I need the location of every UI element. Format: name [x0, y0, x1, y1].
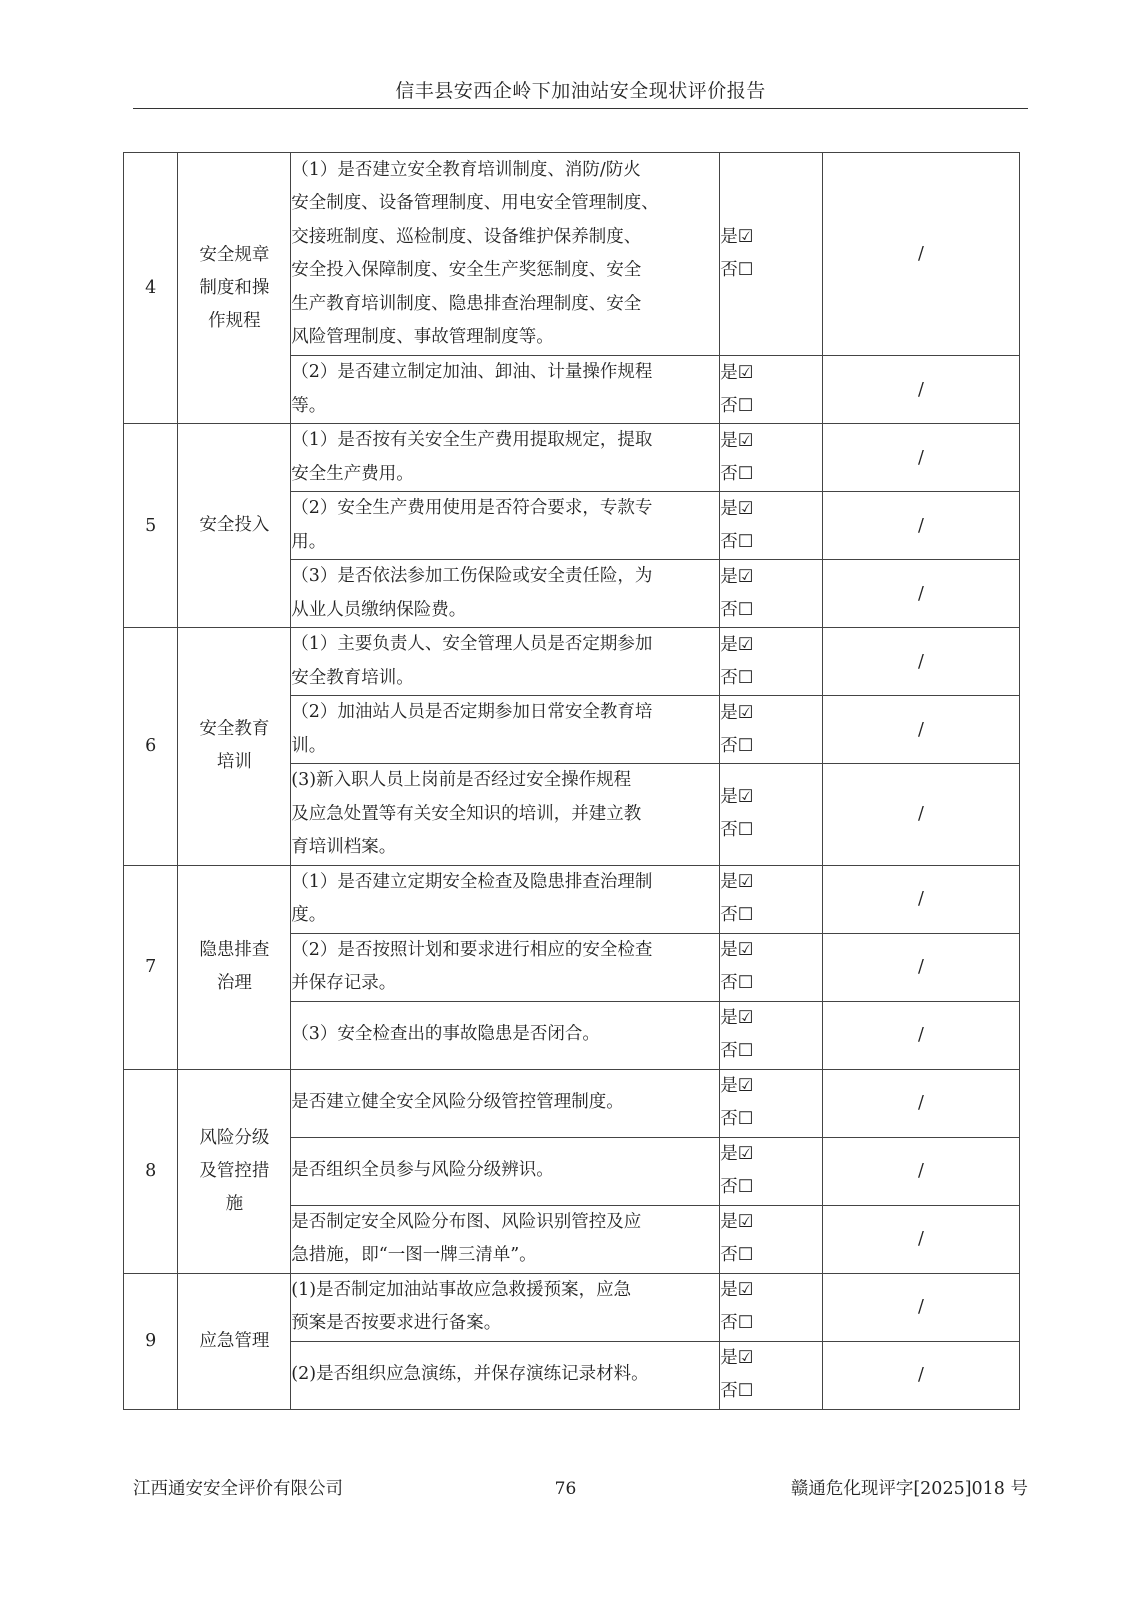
check-content: [291, 356, 720, 424]
check-content: [291, 153, 720, 356]
yes-no-checkbox-cell: [720, 865, 823, 933]
footer-page-number: 76: [554, 1479, 577, 1499]
item-category-line: 隐患排查: [199, 940, 270, 960]
table-row: [124, 1069, 1020, 1137]
table-row: [124, 628, 1020, 696]
check-content-line: （1）主要负责人、安全管理人员是否定期参加: [291, 634, 653, 654]
check-content-line: （3）安全检查出的事故隐患是否闭合。: [291, 1024, 600, 1045]
yes-checked-box: 是☑: [720, 566, 754, 587]
check-content-line: （2）安全生产费用使用是否符合要求，专款专: [291, 498, 653, 518]
check-content-line: 安全制度、设备管理制度、用电安全管理制度、: [291, 193, 659, 213]
remark-cell: /: [822, 1341, 1019, 1409]
check-content-line: (1)是否制定加油站事故应急救援预案，应急: [291, 1279, 632, 1300]
check-content: [291, 1205, 720, 1273]
item-number: 8: [124, 1069, 178, 1273]
check-content-line: 是否制定安全风险分布图、风险识别管控及应: [291, 1211, 642, 1232]
remark-cell: /: [822, 933, 1019, 1001]
no-unchecked-box: 否☐: [720, 973, 754, 993]
item-category-line: 安全规章: [199, 244, 270, 265]
no-unchecked-box: 否☐: [720, 1245, 754, 1265]
check-content: [291, 865, 720, 933]
check-content-line: 训。: [291, 735, 327, 756]
item-category-line: 安全投入: [199, 515, 270, 535]
check-content: [291, 1137, 720, 1205]
item-category-line: 治理: [216, 973, 252, 993]
yes-checked-box: 是☑: [720, 1280, 754, 1300]
remark-cell: /: [822, 628, 1019, 696]
item-category-line: 风险分级: [199, 1127, 270, 1148]
check-content-line: 育培训档案。: [291, 837, 397, 857]
check-content-line: 交接班制度、巡检制度、设备维护保养制度、: [291, 226, 642, 247]
yes-no-checkbox-cell: [720, 1341, 823, 1409]
yes-no-checkbox-cell: [720, 424, 823, 492]
remark-cell: /: [822, 560, 1019, 628]
remark-cell: /: [822, 424, 1019, 492]
check-content-line: （2）是否按照计划和要求进行相应的安全检查: [291, 939, 653, 960]
yes-checked-box: 是☑: [720, 1144, 754, 1164]
yes-checked-box: 是☑: [720, 940, 754, 960]
yes-no-checkbox-cell: [720, 1001, 823, 1069]
yes-no-checkbox-cell: [720, 764, 823, 866]
table-row: [124, 1273, 1020, 1341]
item-category-line: 制度和操: [199, 277, 270, 298]
footer-company: 江西通安安全评价有限公司: [133, 1479, 343, 1499]
check-content: [291, 628, 720, 696]
no-unchecked-box: 否☐: [720, 1041, 754, 1061]
yes-no-checkbox-cell: [720, 153, 823, 356]
yes-checked-box: 是☑: [720, 362, 754, 383]
no-unchecked-box: 否☐: [720, 260, 754, 280]
check-content-line: 安全生产费用。: [291, 463, 414, 484]
yes-checked-box: 是☑: [720, 227, 754, 247]
check-content-line: （1）是否建立定期安全检查及隐患排查治理制: [291, 871, 653, 892]
yes-checked-box: 是☑: [720, 787, 754, 808]
no-unchecked-box: 否☐: [720, 667, 754, 688]
check-content-line: 是否建立健全安全风险分级管控管理制度。: [291, 1092, 624, 1113]
item-number: 9: [124, 1273, 178, 1409]
check-content-line: 风险管理制度、事故管理制度等。: [291, 327, 554, 347]
remark-cell: /: [822, 153, 1019, 356]
yes-no-checkbox-cell: [720, 560, 823, 628]
no-unchecked-box: 否☐: [720, 820, 754, 841]
header-rule: [133, 108, 1028, 109]
footer-document-number: 赣通危化现评字[2025]018 号: [790, 1479, 1028, 1499]
check-content-line: (2)是否组织应急演练，并保存演练记录材料。: [291, 1364, 649, 1385]
check-content-line: 及应急处置等有关安全知识的培训，并建立教: [291, 803, 642, 824]
check-content-line: （2）是否建立制定加油、卸油、计量操作规程: [291, 362, 653, 382]
check-content: [291, 492, 720, 560]
check-content: [291, 1341, 720, 1409]
check-content-line: (3)新入职人员上岗前是否经过安全操作规程: [291, 770, 632, 790]
yes-checked-box: 是☑: [720, 1212, 754, 1232]
yes-checked-box: 是☑: [720, 1348, 754, 1368]
check-content-line: 是否组织全员参与风险分级辨识。: [291, 1160, 554, 1181]
no-unchecked-box: 否☐: [720, 1177, 754, 1197]
remark-cell: /: [822, 1069, 1019, 1137]
check-content-line: （3）是否依法参加工伤保险或安全责任险，为: [291, 566, 653, 586]
yes-no-checkbox-cell: [720, 628, 823, 696]
item-category-line: 培训: [216, 752, 252, 773]
check-content-line: 等。: [291, 395, 327, 416]
table-row: [124, 153, 1020, 356]
check-content: [291, 424, 720, 492]
no-unchecked-box: 否☐: [720, 599, 754, 620]
yes-no-checkbox-cell: [720, 933, 823, 1001]
check-content-line: （1）是否建立安全教育培训制度、消防/防火: [291, 159, 641, 180]
yes-checked-box: 是☑: [720, 634, 754, 655]
yes-checked-box: 是☑: [720, 498, 754, 519]
check-content: [291, 1273, 720, 1341]
item-category: [178, 1273, 291, 1409]
checklist-table: [123, 152, 1020, 1410]
check-content: [291, 1001, 720, 1069]
remark-cell: /: [822, 1137, 1019, 1205]
table-row: [124, 424, 1020, 492]
yes-checked-box: 是☑: [720, 872, 754, 892]
check-content: [291, 1069, 720, 1137]
item-category: [178, 865, 291, 1069]
item-category-line: 安全教育: [199, 719, 270, 740]
check-content-line: （1）是否按有关安全生产费用提取规定，提取: [291, 430, 653, 450]
no-unchecked-box: 否☐: [720, 735, 754, 756]
check-content-line: 生产教育培训制度、隐患排查治理制度、安全: [291, 293, 642, 314]
yes-no-checkbox-cell: [720, 1205, 823, 1273]
yes-no-checkbox-cell: [720, 356, 823, 424]
yes-no-checkbox-cell: [720, 1137, 823, 1205]
check-content-line: 度。: [291, 905, 327, 925]
yes-checked-box: 是☑: [720, 430, 754, 451]
remark-cell: /: [822, 1205, 1019, 1273]
yes-no-checkbox-cell: [720, 492, 823, 560]
yes-no-checkbox-cell: [720, 1273, 823, 1341]
remark-cell: /: [822, 1273, 1019, 1341]
yes-checked-box: 是☑: [720, 1008, 754, 1028]
item-category-line: 作规程: [208, 310, 261, 331]
yes-no-checkbox-cell: [720, 1069, 823, 1137]
item-number: 7: [124, 865, 178, 1069]
yes-checked-box: 是☑: [720, 1076, 754, 1096]
check-content: [291, 560, 720, 628]
check-content-line: 用。: [291, 531, 327, 552]
no-unchecked-box: 否☐: [720, 395, 754, 416]
item-category: [178, 153, 291, 424]
check-content-line: 预案是否按要求进行备案。: [291, 1313, 502, 1333]
item-category: [178, 1069, 291, 1273]
check-content: [291, 764, 720, 866]
check-content-line: 急措施，即“一图一牌三清单”。: [291, 1245, 537, 1265]
no-unchecked-box: 否☐: [720, 531, 754, 552]
yes-checked-box: 是☑: [720, 702, 754, 723]
item-category-line: 及管控措: [199, 1160, 270, 1181]
no-unchecked-box: 否☐: [720, 1381, 754, 1401]
remark-cell: /: [822, 356, 1019, 424]
remark-cell: /: [822, 1001, 1019, 1069]
item-number: 5: [124, 424, 178, 628]
remark-cell: /: [822, 492, 1019, 560]
item-number: 6: [124, 628, 178, 866]
no-unchecked-box: 否☐: [720, 1109, 754, 1129]
no-unchecked-box: 否☐: [720, 463, 754, 484]
no-unchecked-box: 否☐: [720, 905, 754, 925]
check-content: [291, 696, 720, 764]
item-category: [178, 628, 291, 866]
check-content-line: 从业人员缴纳保险费。: [291, 599, 467, 620]
item-number: 4: [124, 153, 178, 424]
check-content-line: （2）加油站人员是否定期参加日常安全教育培: [291, 702, 653, 722]
item-category: [178, 424, 291, 628]
check-content: [291, 933, 720, 1001]
item-category-line: 应急管理: [199, 1330, 270, 1351]
yes-no-checkbox-cell: [720, 696, 823, 764]
check-content-line: 安全投入保障制度、安全生产奖惩制度、安全: [291, 260, 642, 280]
remark-cell: /: [822, 696, 1019, 764]
item-category-line: 施: [225, 1193, 244, 1214]
check-content-line: 安全教育培训。: [291, 667, 414, 688]
remark-cell: /: [822, 764, 1019, 866]
no-unchecked-box: 否☐: [720, 1313, 754, 1333]
check-content-line: 并保存记录。: [291, 973, 397, 993]
page-header-title: 信丰县安西企岭下加油站安全现状评价报告: [395, 80, 766, 102]
table-row: [124, 865, 1020, 933]
remark-cell: /: [822, 865, 1019, 933]
